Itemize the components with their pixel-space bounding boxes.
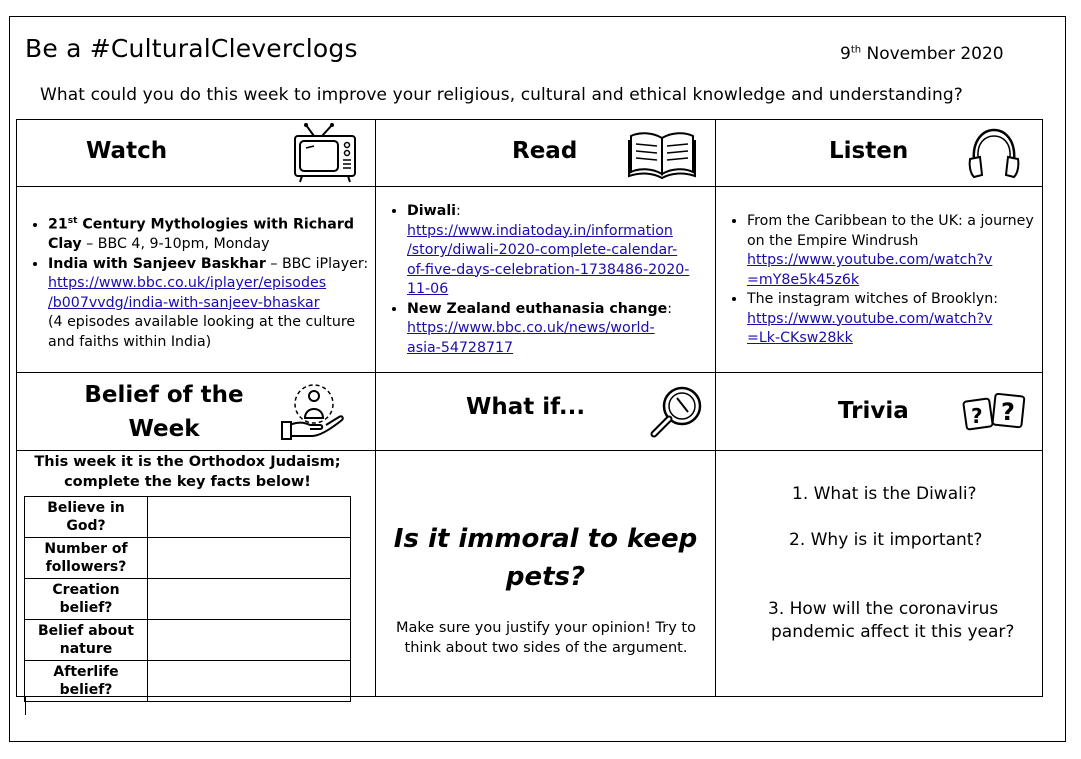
fact-label: Number of followers? xyxy=(25,538,148,579)
trivia-question-2: 2. Why is it important? xyxy=(789,530,983,550)
text-cursor xyxy=(25,697,26,715)
watch-item-2: • India with Sanjeev Baskhar – BBC iPlayer: https://www.bbc.co.uk/iplayer/episodes /b007vvdg/india-with-sanjeev-bhaskar (4 episodes available looking at the culture and faiths within India) xyxy=(48,255,371,353)
question-cards-icon xyxy=(962,390,1028,434)
magnifying-glass-icon xyxy=(646,384,706,442)
read-content xyxy=(385,202,715,358)
fact-answer-cell[interactable] xyxy=(148,497,351,538)
trivia-question-3: 3. How will the coronavirus pandemic affect it this year? xyxy=(768,599,1015,642)
grid-row-1 xyxy=(16,186,1043,187)
listen-link-windrush[interactable]: https://www.youtube.com/watch?v =mY8e5k45z6k xyxy=(747,252,993,288)
listen-link-witches[interactable]: https://www.youtube.com/watch?v =Lk-CKsw28kk xyxy=(747,310,993,346)
key-facts-table xyxy=(24,496,351,702)
watch-item-1: • 21st Century Mythologies with Richard Clay – BBC 4, 9-10pm, Monday xyxy=(48,212,371,255)
grid-col-2 xyxy=(715,119,716,697)
listen-item-1: • From the Caribbean to the UK: a journey on the Empire Windrush https://www.youtube.com/watch?v =mY8e5k45z6k xyxy=(747,212,1045,290)
grid-outer-top xyxy=(16,119,1043,120)
whatif-heading: What if... xyxy=(466,394,586,420)
tv-icon xyxy=(292,122,360,184)
listen-item-2: • The instagram witches of Brooklyn: https://www.youtube.com/watch?v =Lk-CKsw28kk xyxy=(747,290,1045,349)
table-row xyxy=(25,497,351,538)
table-row xyxy=(25,661,351,702)
svg-text:?: ? xyxy=(1001,398,1015,426)
watch-content xyxy=(26,212,371,352)
read-link-diwali[interactable]: https://www.indiatoday.in/information /story/diwali-2020-complete-calendar- of-five-days-celebration-1738486-2020- 11-06 xyxy=(407,222,690,297)
grid-outer-right xyxy=(1042,119,1043,697)
person-hand-icon xyxy=(280,382,348,444)
grid-row-3 xyxy=(16,450,1043,451)
fact-label: Creation belief? xyxy=(25,579,148,620)
table-row xyxy=(25,538,351,579)
fact-answer-cell[interactable] xyxy=(148,620,351,661)
fact-answer-cell[interactable] xyxy=(148,538,351,579)
watch-heading: Watch xyxy=(86,138,168,164)
grid-outer-left xyxy=(16,119,17,697)
read-link-euthanasia[interactable]: https://www.bbc.co.uk/news/world- asia-54728717 xyxy=(407,320,655,356)
svg-text:?: ? xyxy=(971,404,983,428)
trivia-question-1: 1. What is the Diwali? xyxy=(792,484,977,504)
whatif-note: Make sure you justify your opinion! Try to think about two sides of the argument. xyxy=(396,620,696,656)
belief-heading: Belief of the Week xyxy=(84,382,244,442)
headphones-icon xyxy=(966,127,1022,181)
page-subtitle: What could you do this week to improve your religious, cultural and ethical knowledge and understanding? xyxy=(40,85,963,105)
fact-answer-cell[interactable] xyxy=(148,661,351,702)
trivia-heading: Trivia xyxy=(838,398,909,424)
watch-note: (4 episodes available looking at the culture and faiths within India) xyxy=(48,314,356,350)
read-heading: Read xyxy=(512,138,578,164)
listen-heading: Listen xyxy=(829,138,909,164)
whatif-question: Is it immoral to keep pets? xyxy=(393,524,698,592)
table-row xyxy=(25,579,351,620)
grid-col-1 xyxy=(375,119,376,697)
date-label: 9th November 2020 xyxy=(840,44,1004,64)
fact-label: Afterlife belief? xyxy=(25,661,148,702)
table-row xyxy=(25,620,351,661)
grid-row-2 xyxy=(16,372,1043,373)
belief-intro: This week it is the Orthodox Judaism; complete the key facts below! xyxy=(34,454,341,490)
listen-content xyxy=(725,212,1045,349)
read-item-2: • New Zealand euthanasia change: https://www.bbc.co.uk/news/world- asia-54728717 xyxy=(407,300,715,359)
read-item-1: • Diwali: https://www.indiatoday.in/information /story/diwali-2020-complete-calendar- of-five-days-celebration-1738486-2020- 11-06 xyxy=(407,202,715,300)
watch-link-iplayer[interactable]: https://www.bbc.co.uk/iplayer/episodes /b007vvdg/india-with-sanjeev-bhaskar xyxy=(48,275,327,311)
page-title: Be a #CulturalCleverclogs xyxy=(25,34,358,63)
fact-label: Belief about nature xyxy=(25,620,148,661)
fact-label: Believe in God? xyxy=(25,497,148,538)
fact-answer-cell[interactable] xyxy=(148,579,351,620)
open-book-icon xyxy=(627,128,697,180)
